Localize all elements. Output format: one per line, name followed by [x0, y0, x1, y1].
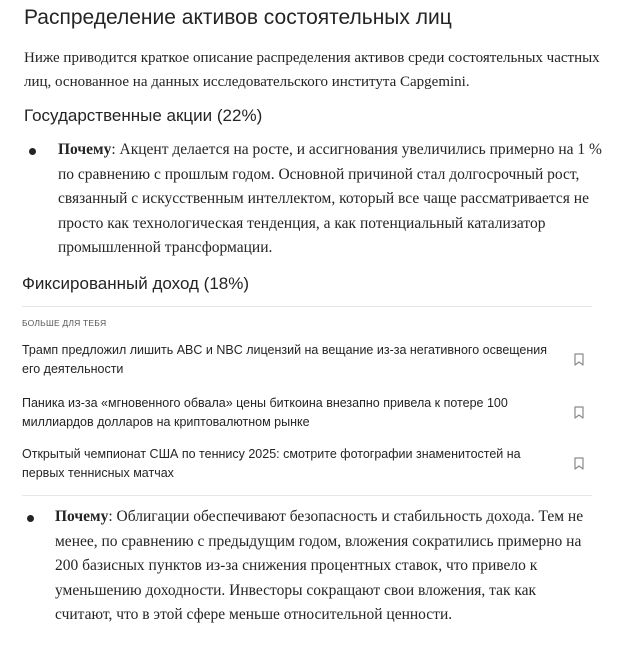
why-label: Почему [58, 141, 112, 158]
bullet-text-fixed-income [55, 505, 595, 628]
bullet-dot [27, 515, 34, 522]
story-link[interactable] [22, 341, 592, 381]
section-heading-fixed-income: Фиксированный доход (18%) [22, 274, 250, 293]
bookmark-icon[interactable] [574, 406, 584, 419]
story-title[interactable]: Паника из-за «мгновенного обвала» цены биткоина внезапно привела к потере 100 миллиардов долларов на криптовалютном рынке [22, 396, 508, 429]
intro-paragraph: Ниже приводится краткое описание распределения активов среди состоятельных частных лиц, основанное на данных исследовательского института Capgemini. [24, 50, 600, 90]
story-title[interactable]: Трамп предложил лишить ABC и NBC лицензий на вещание из-за негативного освещения его деятельности [22, 343, 548, 376]
bullet-text-equities [58, 138, 603, 261]
story-link[interactable] [22, 394, 592, 434]
section-heading-equities: Государственные акции (22%) [24, 106, 263, 125]
bookmark-icon[interactable] [574, 457, 584, 470]
page-title: Распределение активов состоятельных лиц [24, 6, 452, 29]
more-for-you-label: БОЛЬШЕ ДЛЯ ТЕБЯ [22, 318, 107, 328]
more-for-you-module [22, 306, 592, 496]
bullet-dot [29, 148, 36, 155]
why-label: Почему [55, 508, 109, 525]
story-title[interactable]: Открытый чемпионат США по теннису 2025: смотрите фотографии знаменитостей на первых теннисных матчах [22, 447, 521, 480]
bookmark-icon[interactable] [574, 353, 584, 366]
why-text: : Облигации обеспечивают безопасность и стабильность дохода. Тем не менее, по сравнению с предыдущим годом, вложения сократились примерно на 200 базисных пунктов из-за снижения процентных ставок, что привело к уменьшению доходности. Инвесторы сокращают свои вложения, так как считают, что в этой сфере меньше относительной ценности. [55, 508, 584, 623]
story-link[interactable] [22, 445, 592, 485]
why-text: : Акцент делается на росте, и ассигнования увеличились примерно на 1 % по сравнению с прошлым годом. Основной причиной стал долгосрочный рост, связанный с искусственным интеллектом, который все чаще рассматривается не просто как технологическая тенденция, а как потенциальный катализатор промышленной трансформации. [58, 141, 602, 256]
